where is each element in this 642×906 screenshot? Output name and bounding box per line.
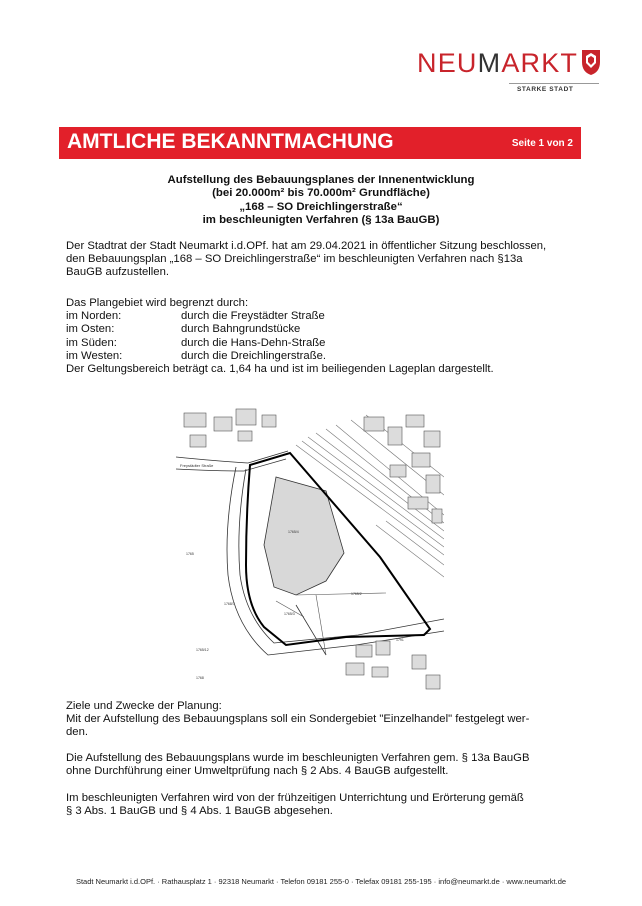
text-line: § 3 Abs. 1 BauGB und § 4 Abs. 1 BauGB abgesehen. <box>66 805 333 818</box>
parcel-label: 1765/2 <box>351 592 362 596</box>
boundary-intro: Das Plangebiet wird begrenzt durch: <box>66 297 249 309</box>
direction-label: im Süden: <box>66 336 117 349</box>
parcel-label: 1768 <box>196 676 204 680</box>
direction-label: im Westen: <box>66 349 123 362</box>
parcel-label: 1791 <box>396 638 404 642</box>
text-line: den. <box>66 726 88 739</box>
boundary-row <box>66 350 578 363</box>
heading-line: „168 – SO Dreichlingerstraße“ <box>239 200 403 213</box>
text-line: den Bebauungsplan „168 – SO Dreichlingerstraße“ im beschleunigten Verfahren nach §13a <box>66 253 523 266</box>
city-logo <box>417 48 607 100</box>
announcement-banner <box>59 127 581 159</box>
document-heading <box>60 174 582 227</box>
street-label: Freystädter Straße <box>180 463 214 468</box>
boundary-row <box>66 310 578 323</box>
parcel-label: 1765 <box>186 552 194 556</box>
page-footer: Stadt Neumarkt i.d.OPf. · Rathausplatz 1 · 92318 Neumarkt · Telefon 09181 255-0 · Telefax 09181 255-195 · info@neumarkt.de · www.neumarkt.de <box>75 877 567 886</box>
intro-paragraph <box>66 240 578 280</box>
banner-title: AMTLICHE BEKANNTMACHUNG <box>67 130 394 153</box>
parcel-label: 1765/3 <box>284 612 295 616</box>
logo-wordmark: NEUMARKT <box>417 48 579 78</box>
direction-label: im Norden: <box>66 310 122 323</box>
goals-paragraph <box>66 700 578 740</box>
heading-line: (bei 20.000m² bis 70.000m² Grundfläche) <box>212 187 430 200</box>
direction-value: durch Bahngrundstücke <box>181 323 301 336</box>
direction-value: durch die Hans-Dehn-Straße <box>181 336 326 349</box>
coat-of-arms-icon <box>581 48 601 76</box>
parcel-label: 1765/4 <box>288 530 299 534</box>
direction-label: im Osten: <box>66 323 115 336</box>
area-statement: Der Geltungsbereich beträgt ca. 1,64 ha und ist im beiliegenden Lageplan dargestellt. <box>66 363 494 376</box>
procedure-paragraph <box>66 752 578 778</box>
text-line: Die Aufstellung des Bebauungsplans wurde im beschleunigten Verfahren gem. § 13a BauGB <box>66 752 530 764</box>
accelerated-paragraph <box>66 792 578 818</box>
parcel-label: 1765/12 <box>196 648 209 652</box>
boundary-row <box>66 337 578 350</box>
direction-value: durch die Dreichlingerstraße. <box>181 349 327 362</box>
text-line: Der Stadtrat der Stadt Neumarkt i.d.OPf. hat am 29.04.2021 in öffentlicher Sitzung beschlossen, <box>66 240 547 252</box>
goals-heading: Ziele und Zwecke der Planung: <box>66 700 222 712</box>
heading-line: Aufstellung des Bebauungsplanes der Innenentwicklung <box>167 174 475 186</box>
page-indicator: Seite 1 von 2 <box>511 138 573 149</box>
boundary-paragraph <box>66 297 578 376</box>
boundary-row <box>66 323 578 336</box>
logo-divider <box>509 83 599 84</box>
site-plan-map <box>176 405 444 697</box>
text-line: Im beschleunigten Verfahren wird von der frühzeitigen Unterrichtung und Erörterung gemäß <box>66 792 524 804</box>
heading-line: im beschleunigten Verfahren (§ 13a BauGB) <box>202 213 440 226</box>
parcel-label: 1768/7 <box>224 602 235 606</box>
text-line: Mit der Aufstellung des Bebauungsplans soll ein Sondergebiet "Einzelhandel" festgelegt wer- <box>66 713 530 726</box>
text-line: BauGB aufzustellen. <box>66 266 169 279</box>
logo-tagline: STARKE STADT <box>517 86 574 93</box>
text-line: ohne Durchführung einer Umweltprüfung nach § 2 Abs. 4 BauGB aufgestellt. <box>66 765 449 778</box>
direction-value: durch die Freystädter Straße <box>181 310 325 323</box>
